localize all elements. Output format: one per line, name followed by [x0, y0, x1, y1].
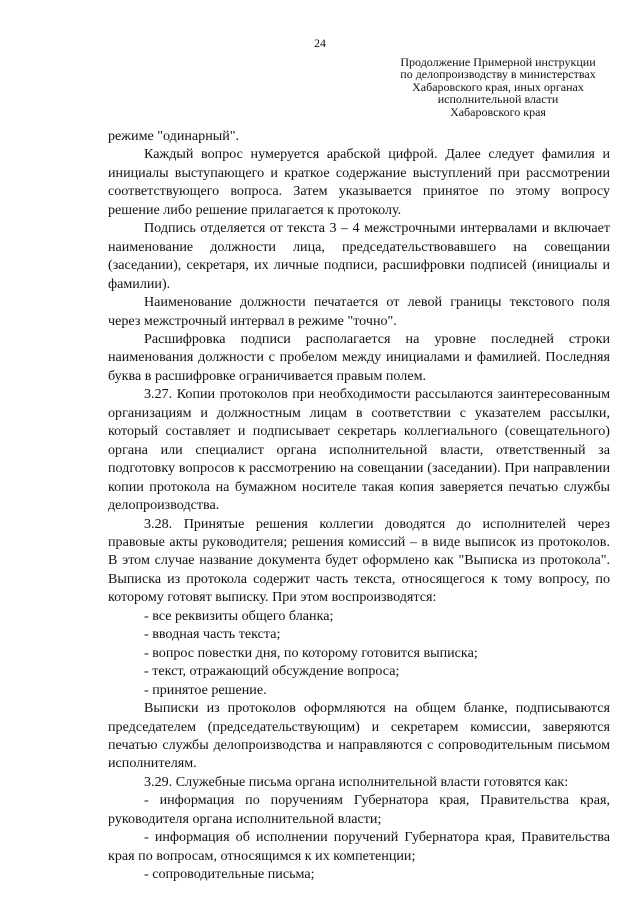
list-item: - сопроводительные письма;: [144, 866, 315, 883]
paragraph: Расшифровка подписи располагается на уровне последней строки наименования должности с пробелом между инициалами и фамилией. Последняя буква в расшифровке ограничивается правым полем.: [108, 330, 610, 384]
header-line: Продолжение Примерной инструкции: [400, 55, 596, 69]
header-line: по делопроизводству в министерствах: [400, 67, 596, 82]
list-item: - принятое решение.: [144, 681, 267, 698]
paragraph: Выписки из протоколов оформляются на общем бланке, подписываются председателем (председательствующим) и секретарем комиссии, заверяются печатью службы делопроизводства и направляются с сопроводительным письмом исполнителям.: [108, 700, 610, 772]
header-line: Хабаровского края, иных органах: [412, 79, 584, 94]
continuation-header: [372, 56, 624, 118]
list-item: - вводная часть текста;: [144, 626, 281, 643]
list-item: - текст, отражающий обсуждение вопроса;: [144, 663, 400, 680]
paragraph-section-3-29: 3.29. Служебные письма органа исполнительной власти готовятся как:: [144, 773, 569, 790]
list-item: - вопрос повестки дня, по которому готовится выписка;: [144, 644, 478, 661]
paragraph-section-3-27: 3.27. Копии протоколов при необходимости рассылаются заинтересованным организациям и должностным лицам в соответствии с указателем рассылки, который составляет и подписывает секретарь коллегиального (совещательного) органа или специалист органа исполнительной власти, ответственный за подготовку вопросов к рассмотрению на совещании (заседании). При направлении копии протокола на бумажном носителе такая копия заверяется печатью службы делопроизводства.: [108, 386, 610, 514]
paragraph: Каждый вопрос нумеруется арабской цифрой. Далее следует фамилия и инициалы выступающего и краткое содержание выступлений при рассмотрении соответствующего вопроса. Затем указывается принятое по этому вопросу решение либо решение прилагается к протоколу.: [108, 146, 610, 218]
header-line: Хабаровского края: [450, 104, 546, 119]
paragraph: Наименование должности печатается от левой границы текстового поля через межстрочный интервал в режиме "точно".: [108, 294, 610, 329]
header-line: исполнительной власти: [437, 92, 559, 107]
paragraph: Подпись отделяется от текста 3 – 4 межстрочными интервалами и включает наименование должности лица, председательствовавшего на совещании (заседании), секретаря, их личные подписи, расшифровки подписей (инициалы и фамилии).: [108, 220, 610, 292]
paragraph-continuation: режиме "одинарный".: [108, 128, 240, 144]
list-item: - все реквизиты общего бланка;: [144, 607, 334, 624]
list-item: - информация по поручениям Губернатора края, Правительства края, руководителя органа исполнительной власти;: [108, 792, 610, 827]
page-number: 24: [314, 36, 326, 50]
list-item: - информация об исполнении поручений Губернатора края, Правительства края по вопросам, относящимся к их компетенции;: [108, 829, 610, 864]
paragraph-section-3-28: 3.28. Принятые решения коллегии доводятся до исполнителей через правовые акты руководителя; решения комиссий – в виде выписок из протоколов. В этом случае название документа будет оформлено как "Выписка из протокола". Выписка из протокола содержит часть текста, относящегося к тому вопросу, по которому готовят выписку. При этом воспроизводятся:: [108, 515, 610, 606]
document-body: [108, 127, 610, 884]
